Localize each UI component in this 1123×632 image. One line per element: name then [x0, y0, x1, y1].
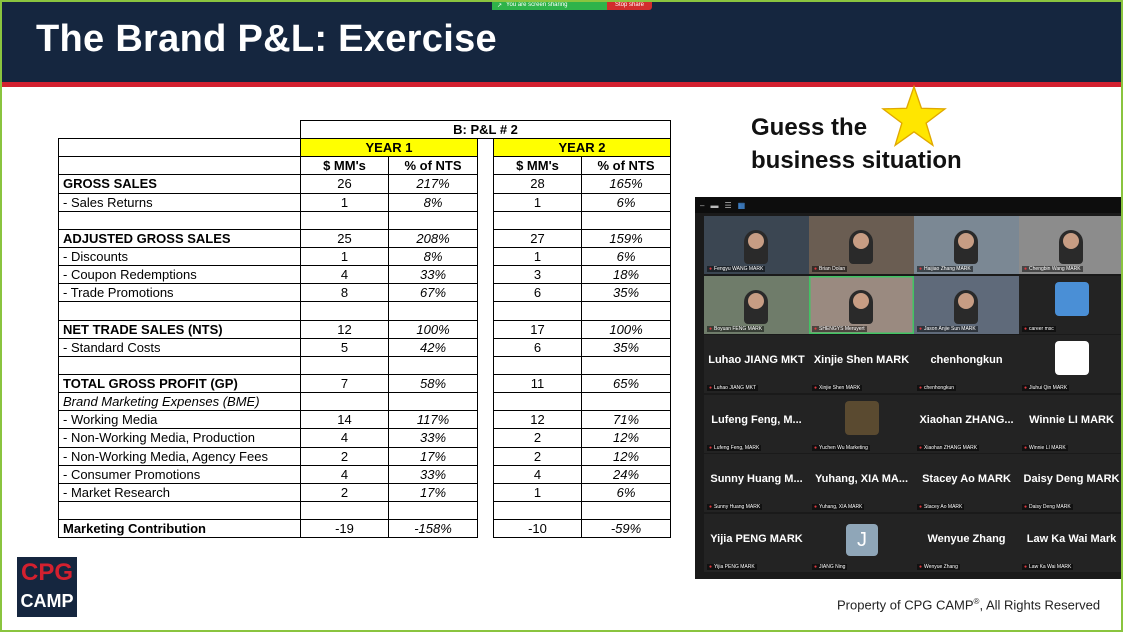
participant-name: Wenyue Zhang — [924, 563, 958, 570]
muted-mic-icon: ● — [709, 325, 713, 332]
year2-percent: 6% — [582, 483, 671, 501]
muted-mic-icon: ● — [919, 325, 923, 332]
year1-percent — [389, 356, 478, 374]
participant-name-label — [917, 326, 978, 332]
year1-value: 4 — [301, 465, 389, 483]
year2-percent — [582, 393, 671, 411]
copyright-rights: , All Rights Reserved — [979, 597, 1101, 613]
year2-percent — [582, 356, 671, 374]
year2-value — [494, 393, 582, 411]
list-icon[interactable]: ☰ — [724, 200, 732, 210]
participant-tile[interactable] — [914, 335, 1019, 393]
muted-mic-icon: ● — [919, 444, 923, 451]
muted-mic-icon: ● — [919, 563, 923, 570]
muted-mic-icon: ● — [1024, 385, 1028, 391]
participant-name-label — [917, 445, 979, 451]
share-icon: ↗ — [497, 2, 503, 9]
year1-percent: 100% — [389, 320, 478, 338]
year1-percent: 208% — [389, 229, 478, 247]
participant-tile[interactable] — [809, 514, 914, 572]
participant-display-name: Wenyue Zhang — [927, 532, 1006, 545]
participant-name-label — [1022, 445, 1068, 451]
year2-percent: 24% — [582, 465, 671, 483]
participant-name: Xinjie Shen MARK — [819, 385, 861, 391]
year2-value: 4 — [494, 465, 582, 483]
pl-row — [59, 266, 671, 284]
participant-tile[interactable] — [704, 454, 809, 512]
row-label: GROSS SALES — [59, 175, 301, 193]
participant-tile[interactable] — [914, 216, 1019, 274]
participant-tile[interactable] — [809, 395, 914, 453]
year2-percent: -59% — [582, 520, 671, 538]
participant-tile[interactable] — [1019, 454, 1123, 512]
banner-red-stripe — [0, 82, 1123, 87]
participant-initial-avatar: J — [846, 524, 878, 556]
participant-name: chenhongkun — [924, 385, 955, 391]
participant-name: Stacey Ao MARK — [924, 504, 963, 510]
participant-name-label — [1022, 385, 1069, 391]
year2-value: 1 — [494, 483, 582, 501]
year1-percent — [389, 211, 478, 229]
year1-value: 26 — [301, 175, 389, 193]
row-label: - Trade Promotions — [59, 284, 301, 302]
year1-value — [301, 302, 389, 320]
muted-mic-icon: ● — [919, 385, 923, 391]
participant-name-label — [707, 385, 758, 391]
year2-percent: 6% — [582, 193, 671, 211]
participant-display-name: Lufeng Feng, M... — [711, 413, 802, 426]
zoom-gallery[interactable] — [695, 197, 1123, 579]
muted-mic-icon: ● — [814, 385, 818, 391]
participant-display-name: Winnie LI MARK — [1029, 413, 1114, 426]
grid-view-icon[interactable]: ▦ — [737, 200, 746, 210]
pl-row — [59, 175, 671, 193]
participant-name: Jiuhui Qin MARK — [1029, 385, 1068, 391]
participant-tile[interactable] — [704, 216, 809, 274]
logo-line2: CAMP — [20, 591, 74, 611]
share-status — [492, 0, 607, 10]
pl-row — [59, 520, 671, 538]
zoom-toolbar — [695, 197, 1123, 213]
participant-video — [744, 230, 768, 264]
muted-mic-icon: ● — [1024, 563, 1028, 570]
participant-video — [849, 290, 873, 324]
year2-percent — [582, 302, 671, 320]
col-mm: $ MM's — [494, 157, 582, 175]
screen-share-bar — [492, 0, 652, 10]
year1-percent: -158% — [389, 520, 478, 538]
year2-value: 12 — [494, 411, 582, 429]
row-label: - Consumer Promotions — [59, 465, 301, 483]
year1-value: -19 — [301, 520, 389, 538]
muted-mic-icon: ● — [709, 385, 713, 391]
participant-display-name: Luhao JIANG MKT — [708, 354, 805, 366]
year1-percent — [389, 393, 478, 411]
participant-name: Brian Dolan — [819, 266, 846, 272]
participant-name: JIANG Ning — [819, 563, 846, 570]
row-label: - Discounts — [59, 247, 301, 265]
participant-video — [849, 230, 873, 264]
year2-percent: 65% — [582, 374, 671, 392]
year1-value: 4 — [301, 429, 389, 447]
participant-name-label — [1022, 266, 1083, 272]
year1-percent — [389, 501, 478, 519]
participant-name-label — [1022, 564, 1073, 570]
year2-value: 6 — [494, 284, 582, 302]
row-label — [59, 356, 301, 374]
participant-name: Boyuan FENG MARK — [714, 325, 763, 332]
pl-row — [59, 338, 671, 356]
row-label: - Standard Costs — [59, 338, 301, 356]
col-mm: $ MM's — [301, 157, 389, 175]
year1-value: 2 — [301, 483, 389, 501]
muted-mic-icon: ● — [709, 504, 713, 510]
year2-value: 1 — [494, 193, 582, 211]
pl-row — [59, 193, 671, 211]
row-label: - Coupon Redemptions — [59, 266, 301, 284]
year1-percent: 67% — [389, 284, 478, 302]
pl-row — [59, 411, 671, 429]
year1-percent: 217% — [389, 175, 478, 193]
participant-name: Law Ka Wai MARK — [1029, 563, 1072, 570]
year2-value: 28 — [494, 175, 582, 193]
col-pct: % of NTS — [389, 157, 478, 175]
year1-value: 5 — [301, 338, 389, 356]
muted-mic-icon: ● — [1024, 325, 1028, 332]
participant-name: Yuhang, XIA MARK — [819, 504, 863, 510]
participant-name-label — [1022, 326, 1056, 332]
participant-video — [954, 230, 978, 264]
window-icon[interactable]: ▬ — [710, 200, 719, 210]
participant-tile[interactable] — [914, 276, 1019, 334]
participant-tile[interactable] — [1019, 514, 1123, 572]
participant-name: Haijiao Zhang MARK — [924, 266, 971, 272]
pl-row — [59, 229, 671, 247]
share-status-text: You are screen sharing — [506, 2, 568, 8]
muted-mic-icon: ● — [814, 504, 818, 510]
year1-percent: 117% — [389, 411, 478, 429]
participant-name: career msc — [1029, 325, 1054, 332]
year2-value: 2 — [494, 429, 582, 447]
muted-mic-icon: ● — [1024, 504, 1028, 510]
pl-row — [59, 302, 671, 320]
participant-display-name: Sunny Huang M... — [710, 473, 803, 485]
year1-value: 2 — [301, 447, 389, 465]
pl-row — [59, 483, 671, 501]
participant-name: Xiaohan ZHANG MARK — [924, 444, 978, 451]
pl-row — [59, 211, 671, 229]
pl-row — [59, 447, 671, 465]
callout-line2: business situation — [751, 147, 962, 174]
participant-tile[interactable] — [1019, 335, 1123, 393]
year1-percent: 8% — [389, 247, 478, 265]
row-label: - Non-Working Media, Production — [59, 429, 301, 447]
year2-percent: 71% — [582, 411, 671, 429]
row-label: NET TRADE SALES (NTS) — [59, 320, 301, 338]
year2-percent: 12% — [582, 447, 671, 465]
participant-name-label — [917, 564, 960, 570]
participant-name-label — [707, 504, 762, 510]
participant-tile[interactable] — [914, 514, 1019, 572]
year1-value — [301, 211, 389, 229]
year1-percent: 8% — [389, 193, 478, 211]
muted-mic-icon: ● — [1024, 444, 1028, 451]
year2-percent — [582, 211, 671, 229]
participant-avatar — [845, 401, 879, 435]
muted-mic-icon: ● — [814, 266, 818, 272]
row-label: Marketing Contribution — [59, 520, 301, 538]
row-label — [59, 302, 301, 320]
year2-value — [494, 356, 582, 374]
participant-video — [744, 290, 768, 324]
row-label: - Sales Returns — [59, 193, 301, 211]
participant-tile[interactable] — [809, 276, 914, 334]
pl-row — [59, 465, 671, 483]
year1-percent: 17% — [389, 447, 478, 465]
year1-value: 12 — [301, 320, 389, 338]
copyright-owner: Property of CPG CAMP — [837, 597, 974, 613]
muted-mic-icon: ● — [814, 563, 818, 570]
participant-name-label — [812, 504, 864, 510]
year1-header: YEAR 1 — [301, 139, 478, 157]
year1-percent: 42% — [389, 338, 478, 356]
participant-name-label — [812, 564, 847, 570]
pl-row — [59, 284, 671, 302]
participant-name: Lufeng Feng, MARK — [714, 444, 760, 451]
year1-value: 7 — [301, 374, 389, 392]
year2-percent: 6% — [582, 247, 671, 265]
participant-name-label — [707, 266, 765, 272]
participant-name: Daisy Deng MARK — [1029, 504, 1071, 510]
participant-video — [1059, 230, 1083, 264]
participant-tile[interactable] — [1019, 276, 1123, 334]
year1-percent: 17% — [389, 483, 478, 501]
row-label: TOTAL GROSS PROFIT (GP) — [59, 374, 301, 392]
year2-percent: 159% — [582, 229, 671, 247]
participant-name-label — [707, 326, 764, 332]
row-label: Brand Marketing Expenses (BME) — [59, 393, 301, 411]
year1-value: 8 — [301, 284, 389, 302]
year1-value — [301, 501, 389, 519]
participant-name: Fengyu WANG MARK — [714, 266, 764, 272]
col-pct: % of NTS — [582, 157, 671, 175]
row-label — [59, 501, 301, 519]
participant-tile[interactable] — [1019, 395, 1123, 453]
pl-table — [58, 120, 671, 538]
participant-name-label — [917, 385, 956, 391]
muted-mic-icon: ● — [709, 444, 713, 451]
copyright-footer — [837, 597, 1100, 612]
year2-value: 11 — [494, 374, 582, 392]
row-label: - Non-Working Media, Agency Fees — [59, 447, 301, 465]
participant-display-name: Stacey Ao MARK — [922, 473, 1011, 485]
participant-name-label — [917, 504, 964, 510]
registered-mark: ® — [973, 597, 980, 606]
participant-name: Chengbin Wang MARK — [1029, 266, 1081, 272]
participant-display-name: Yijia PENG MARK — [710, 532, 803, 545]
participant-name-label — [707, 564, 757, 570]
year2-percent: 12% — [582, 429, 671, 447]
muted-mic-icon: ● — [814, 325, 818, 332]
pl-row — [59, 356, 671, 374]
year1-percent: 58% — [389, 374, 478, 392]
logo-line1: CPG — [20, 559, 73, 586]
muted-mic-icon: ● — [709, 266, 713, 272]
callout-line1: Guess the — [751, 114, 868, 141]
year2-value: 3 — [494, 266, 582, 284]
participant-display-name: Law Ka Wai Mark — [1026, 532, 1117, 545]
year1-value — [301, 356, 389, 374]
year2-percent: 35% — [582, 284, 671, 302]
participant-tile[interactable] — [809, 335, 914, 393]
participant-name: Yijia PENG MARK — [714, 563, 755, 570]
year2-value — [494, 501, 582, 519]
year1-value: 1 — [301, 247, 389, 265]
year2-percent: 100% — [582, 320, 671, 338]
muted-mic-icon: ● — [709, 563, 713, 570]
participant-avatar — [1055, 282, 1089, 316]
participant-display-name: Yuhang, XIA MA... — [814, 473, 909, 485]
participant-name: SHENGYS Meruyert — [819, 325, 865, 332]
year2-percent: 18% — [582, 266, 671, 284]
year2-value: 2 — [494, 447, 582, 465]
pl-row — [59, 429, 671, 447]
year2-percent — [582, 501, 671, 519]
slide-title: The Brand P&L: Exercise — [36, 18, 497, 60]
pl-row — [59, 320, 671, 338]
participant-display-name: chenhongkun — [930, 354, 1003, 366]
row-label: - Market Research — [59, 483, 301, 501]
participant-name: Jason Anjie Sun MARK — [924, 325, 976, 332]
participant-name: Sunny Huang MARK — [714, 504, 761, 510]
participant-tile[interactable] — [704, 335, 809, 393]
muted-mic-icon: ● — [814, 444, 818, 451]
year2-value — [494, 302, 582, 320]
participant-tile[interactable] — [809, 216, 914, 274]
muted-mic-icon: ● — [1024, 266, 1028, 272]
participant-display-name: Daisy Deng MARK — [1023, 473, 1120, 485]
participant-tile[interactable] — [704, 395, 809, 453]
pl-row — [59, 393, 671, 411]
year2-percent: 165% — [582, 175, 671, 193]
participant-name-label — [812, 385, 862, 391]
participant-name-label — [707, 445, 761, 451]
stop-share-button[interactable]: Stop share — [607, 0, 652, 10]
year1-percent — [389, 302, 478, 320]
participant-display-name: Xiaohan ZHANG... — [919, 413, 1014, 426]
participant-name: Luhao JIANG MKT — [714, 385, 756, 391]
participant-name-label — [812, 266, 847, 272]
participant-tile[interactable] — [704, 276, 809, 334]
year1-value: 25 — [301, 229, 389, 247]
participant-name-label — [1022, 504, 1073, 510]
participant-name-label — [812, 445, 870, 451]
muted-mic-icon: ● — [919, 504, 923, 510]
year2-value: 6 — [494, 338, 582, 356]
minimize-icon[interactable]: – — [700, 200, 705, 210]
pl-row — [59, 247, 671, 265]
year2-header: YEAR 2 — [494, 139, 671, 157]
participant-tile[interactable] — [914, 395, 1019, 453]
row-label — [59, 211, 301, 229]
year1-percent: 33% — [389, 266, 478, 284]
year2-value: -10 — [494, 520, 582, 538]
participant-name-label — [812, 326, 867, 332]
star-icon — [876, 84, 952, 148]
year1-percent: 33% — [389, 465, 478, 483]
year1-value — [301, 393, 389, 411]
participant-tile[interactable] — [704, 514, 809, 572]
participant-display-name: Xinjie Shen MARK — [813, 354, 910, 366]
year1-value: 14 — [301, 411, 389, 429]
participant-name-label — [917, 266, 973, 272]
pl-section-title: B: P&L # 2 — [301, 121, 671, 139]
participant-name: Yuchen Wu Marketing — [819, 444, 868, 451]
year2-value: 1 — [494, 247, 582, 265]
cpg-camp-logo — [17, 557, 77, 617]
participant-tile[interactable] — [1019, 216, 1123, 274]
year2-value: 17 — [494, 320, 582, 338]
participant-avatar — [1055, 341, 1089, 375]
participant-name: Winnie LI MARK — [1029, 444, 1066, 451]
year2-value — [494, 211, 582, 229]
pl-row — [59, 501, 671, 519]
pl-row — [59, 374, 671, 392]
participant-tile[interactable] — [809, 454, 914, 512]
row-label: - Working Media — [59, 411, 301, 429]
participant-video — [954, 290, 978, 324]
year1-percent: 33% — [389, 429, 478, 447]
year1-value: 4 — [301, 266, 389, 284]
row-label: ADJUSTED GROSS SALES — [59, 229, 301, 247]
participant-tile[interactable] — [914, 454, 1019, 512]
year2-percent: 35% — [582, 338, 671, 356]
year2-value: 27 — [494, 229, 582, 247]
muted-mic-icon: ● — [919, 266, 923, 272]
year1-value: 1 — [301, 193, 389, 211]
